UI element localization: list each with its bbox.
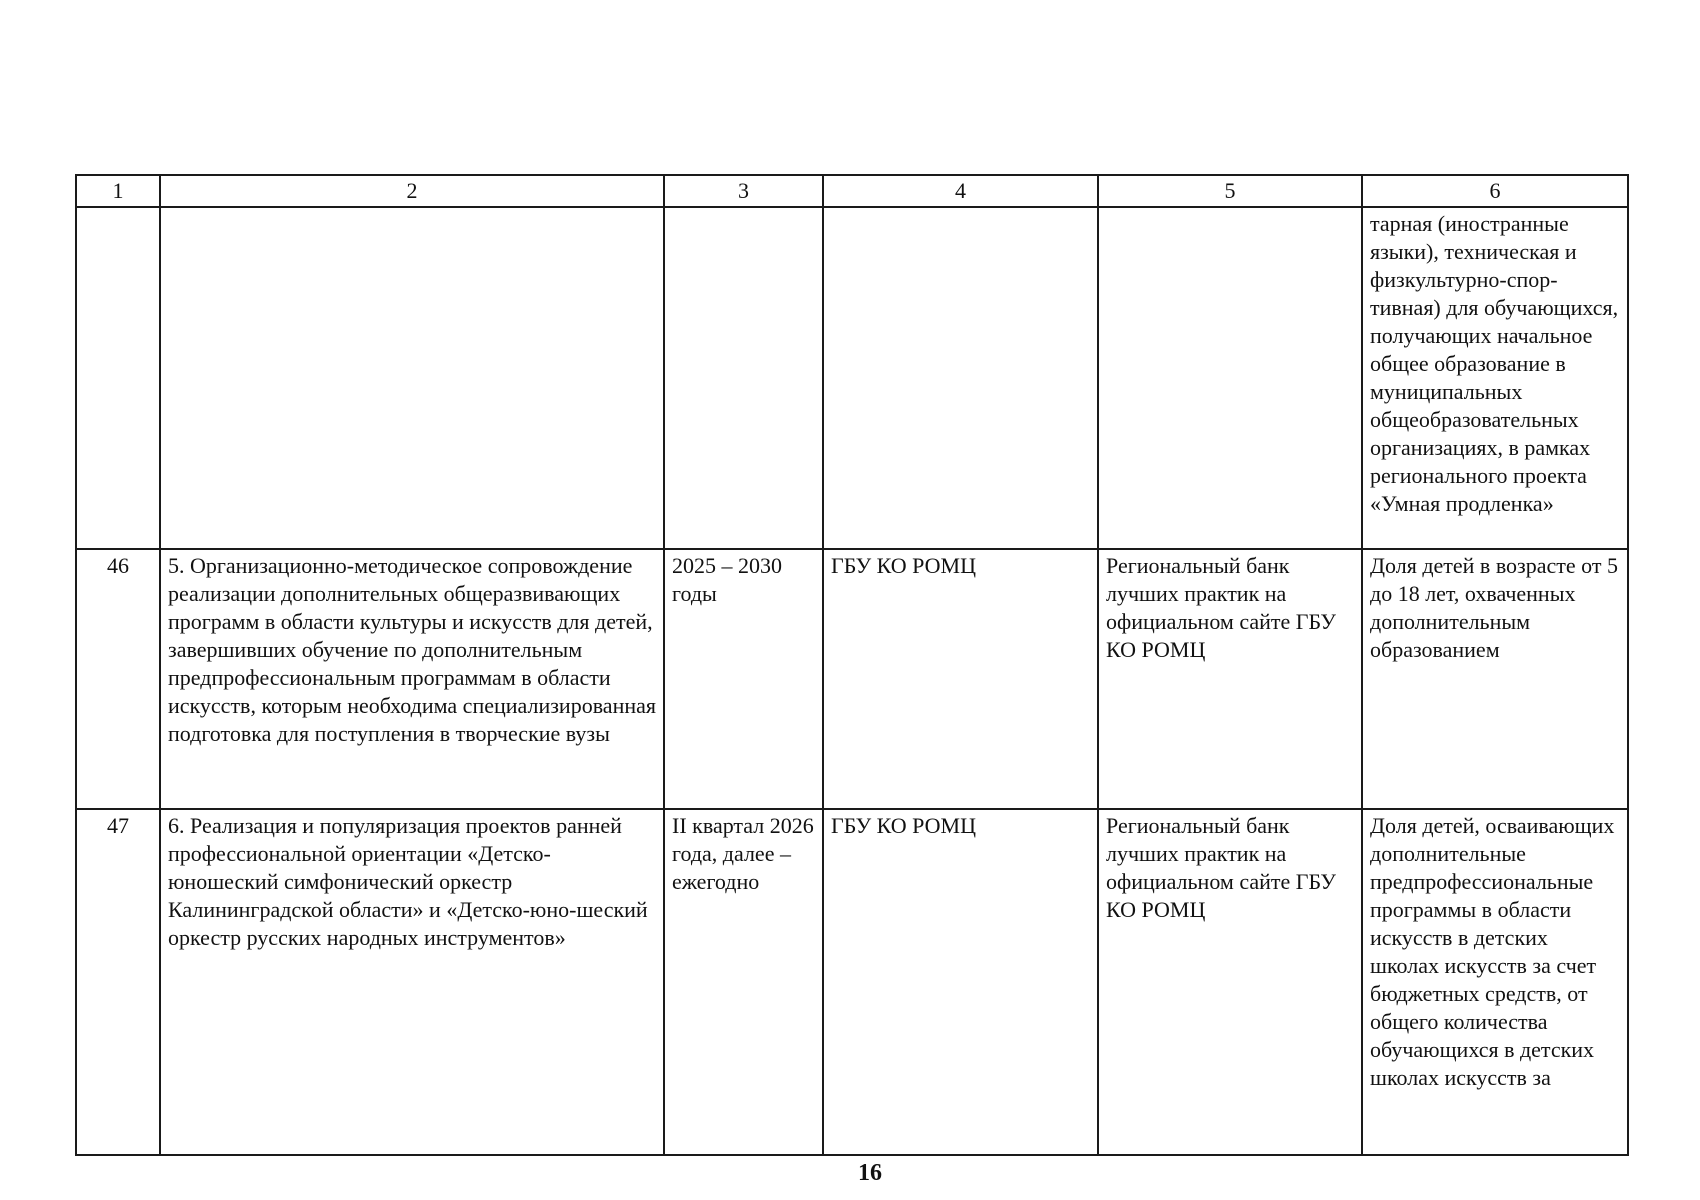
indicator-cell: Доля детей, осваивающих дополнительные предпрофессиональные программы в области искусств в детских школах искусств за счет бюджетных средств, от общего количества обучающихся в детских школах искусств за [1362,809,1628,1155]
responsible-cell: ГБУ КО РОМЦ [823,809,1098,1155]
responsible-cell: ГБУ КО РОМЦ [823,549,1098,809]
table-row [76,549,1628,809]
result-cell: Региональный банк лучших практик на официальном сайте ГБУ КО РОМЦ [1098,549,1362,809]
table-row [76,809,1628,1155]
page-number: 16 [858,1160,882,1186]
table-row [76,207,1628,549]
result-cell [1098,207,1362,549]
measure-cell: 5. Организационно-методическое сопровождение реализации дополнительных общеразвивающих программ в области культуры и искусств для детей, завершивших обучение по дополнительным предпрофессиональным программам в области искусств, которым необходима специализированная подготовка для поступления в творческие вузы [160,549,664,809]
indicator-cell: Доля детей в возрасте от 5 до 18 лет, охваченных дополнительным образованием [1362,549,1628,809]
indicator-cell: тарная (иностранные языки), техническая и физкультурно-спор-тивная) для обучающихся, получающих начальное общее образование в муниципальных общеобразовательных организациях, в рамках регионального проекта «Умная продленка» [1362,207,1628,549]
responsible-cell [823,207,1098,549]
column-header-3: 3 [664,175,823,207]
plan-table [75,174,1629,1156]
period-cell: II квартал 2026 года, далее – ежегодно [664,809,823,1155]
period-cell: 2025 – 2030 годы [664,549,823,809]
column-header-6: 6 [1362,175,1628,207]
row-number-cell [76,207,160,549]
row-number-cell: 47 [76,809,160,1155]
row-number-cell: 46 [76,549,160,809]
column-header-2: 2 [160,175,664,207]
column-header-1: 1 [76,175,160,207]
column-header-5: 5 [1098,175,1362,207]
header-row [76,175,1628,207]
result-cell: Региональный банк лучших практик на официальном сайте ГБУ КО РОМЦ [1098,809,1362,1155]
measure-cell [160,207,664,549]
column-header-4: 4 [823,175,1098,207]
measure-cell: 6. Реализация и популяризация проектов ранней профессиональной ориентации «Детско-юношеский симфонический оркестр Калининградской области» и «Детско-юно-шеский оркестр русских народных инструментов» [160,809,664,1155]
period-cell [664,207,823,549]
